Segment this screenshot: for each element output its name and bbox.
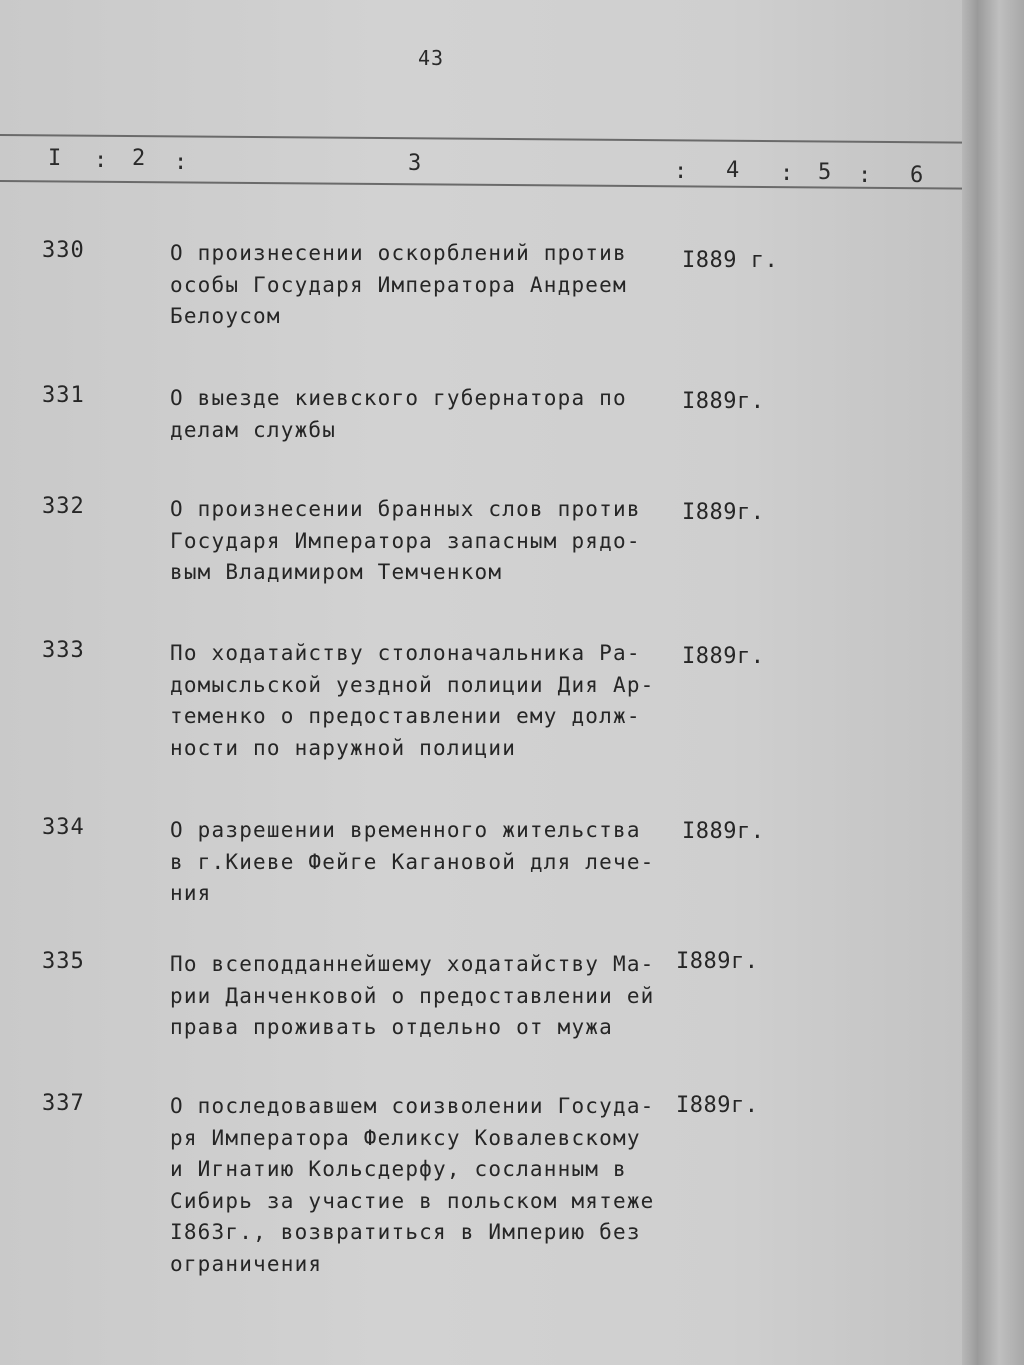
entry-description: О произнесении бранных слов против Государя Императора запасным рядо- вым Владимиром Темченком — [170, 497, 641, 584]
entry-year: I889 г. — [682, 248, 779, 273]
page-number: 43 — [418, 46, 445, 70]
column-separator: : — [94, 148, 108, 173]
entry-description: О последовавшем соизволении Госуда- ря Императора Феликсу Ковалевскому и Игнатию Кольсдерфу, сосланным в Сибирь за участие в польском мятеже I863г., возвратиться в Империю без ограничения — [170, 1094, 655, 1276]
page-edge-shadow — [962, 0, 1024, 1365]
entry-description: По всеподданнейшему ходатайству Ма- рии Данченковой о предоставлении ей права проживать отдельно от мужа — [170, 952, 655, 1039]
entry-description: О произнесении оскорблений против особы Государя Императора Андреем Белоусом — [170, 241, 627, 328]
column-header-6: 6 — [910, 163, 924, 188]
column-separator: : — [858, 163, 872, 188]
entry-number: 334 — [42, 815, 85, 840]
column-header-1: I — [48, 146, 62, 171]
column-header-3: 3 — [408, 151, 422, 176]
entry-year: I889г. — [682, 500, 765, 525]
entry-number: 332 — [42, 494, 85, 519]
entry-description: О выезде киевского губернатора по делам службы — [170, 386, 627, 442]
column-header-4: 4 — [726, 158, 740, 183]
entry-description: По ходатайству столоначальника Ра- домысльской уездной полиции Дия Ар- теменко о предоставлении ему долж- ности по наружной полиции — [170, 641, 655, 760]
column-header-2: 2 — [132, 146, 146, 171]
entry-year: I889г. — [682, 644, 765, 669]
entry-number: 333 — [42, 638, 85, 663]
entry-year: I889г. — [676, 949, 759, 974]
entry-year: I889г. — [676, 1093, 759, 1118]
entry-number: 330 — [42, 238, 85, 263]
entry-number: 335 — [42, 949, 85, 974]
entry-year: I889г. — [682, 819, 765, 844]
column-header-5: 5 — [818, 160, 832, 185]
column-separator: : — [174, 150, 188, 175]
column-separator: : — [674, 159, 688, 184]
column-separator: : — [780, 161, 794, 186]
entry-number: 331 — [42, 383, 85, 408]
header-rule-top — [0, 134, 968, 144]
entry-number: 337 — [42, 1091, 85, 1116]
entry-year: I889г. — [682, 389, 765, 414]
entry-description: О разрешении временного жительства в г.Киеве Фейге Кагановой для лече- ния — [170, 818, 655, 905]
